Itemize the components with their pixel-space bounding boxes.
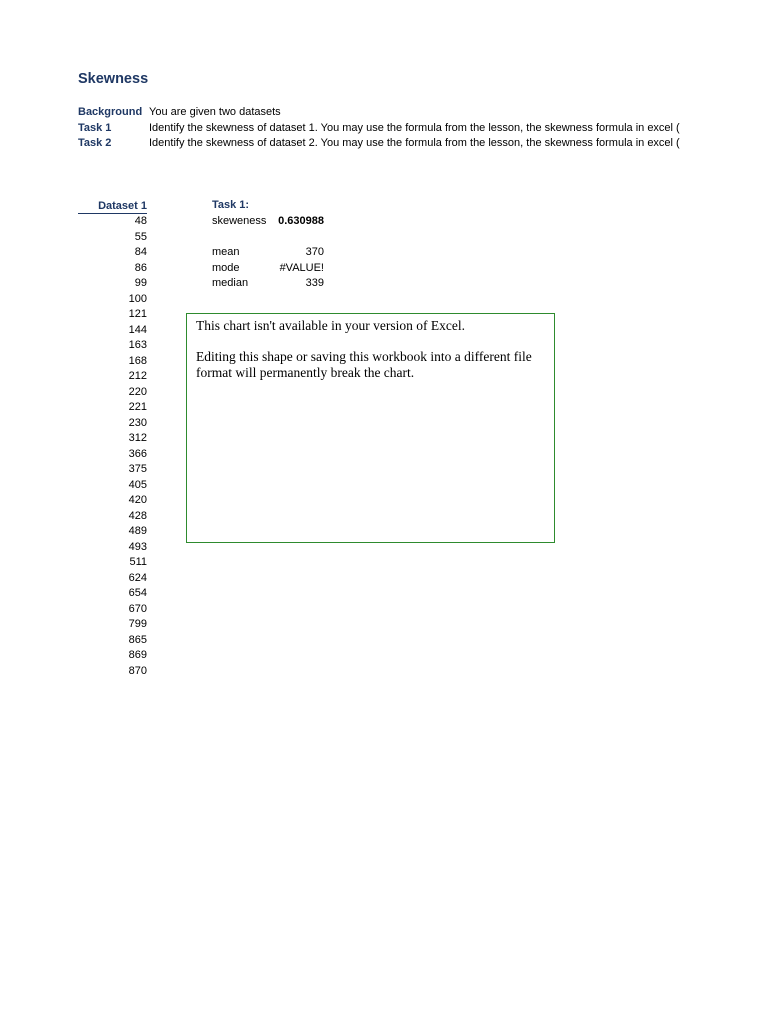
dataset1-cell[interactable]: 121 [128, 308, 147, 320]
mean-value[interactable]: 370 [305, 246, 324, 258]
dataset1-cell[interactable]: 489 [128, 525, 147, 537]
median-value[interactable]: 339 [305, 277, 324, 289]
dataset1-cell[interactable]: 654 [128, 587, 147, 599]
dataset1-cell[interactable]: 511 [129, 556, 147, 568]
mode-value[interactable]: #VALUE! [279, 262, 324, 274]
background-label: Background [78, 106, 143, 118]
dataset1-cell[interactable]: 163 [128, 339, 147, 351]
dataset1-cell[interactable]: 420 [128, 494, 147, 506]
mode-label: mode [212, 262, 240, 274]
chart-placeholder-line1: This chart isn't available in your version of Excel. [196, 318, 465, 333]
dataset1-cell[interactable]: 870 [128, 664, 147, 677]
dataset1-cell[interactable]: 869 [128, 649, 147, 661]
task2-label: Task 2 [78, 137, 112, 149]
dataset1-cell[interactable]: 366 [128, 447, 147, 460]
background-text: You are given two datasets [149, 106, 281, 118]
dataset1-cell[interactable]: 375 [128, 463, 147, 475]
dataset1-cell[interactable]: 865 [128, 633, 147, 646]
dataset1-cell[interactable]: 100 [128, 292, 147, 305]
dataset1-cell[interactable]: 405 [128, 478, 147, 491]
sheet-title: Skewness [78, 71, 149, 87]
chart-placeholder-shape[interactable] [186, 313, 555, 543]
dataset1-cell[interactable]: 168 [128, 354, 147, 367]
chart-placeholder-line2: Editing this shape or saving this workbook into a different file format will permanently break the chart. [196, 349, 532, 380]
task1-label: Task 1 [78, 122, 112, 134]
dataset1-cell[interactable]: 624 [128, 571, 147, 584]
dataset1-cell[interactable]: 230 [128, 416, 147, 429]
skewness-value[interactable]: 0.630988 [278, 215, 324, 227]
mean-label: mean [212, 246, 240, 258]
task1-section-title: Task 1: [212, 199, 250, 211]
task1-text: Identify the skewness of dataset 1. You may use the formula from the lesson, the skewness formula in excel ( [149, 122, 680, 134]
dataset1-cell[interactable]: 55 [134, 230, 147, 243]
skewness-label: skeweness [212, 215, 267, 227]
dataset1-cell[interactable]: 312 [128, 432, 147, 444]
dataset1-column [78, 214, 147, 679]
dataset1-cell[interactable]: 212 [128, 370, 147, 382]
dataset1-cell[interactable]: 48 [134, 215, 147, 227]
dataset1-cell[interactable]: 428 [128, 509, 147, 522]
dataset1-cell[interactable]: 99 [134, 277, 147, 289]
dataset1-cell[interactable]: 799 [128, 618, 147, 630]
dataset1-header: Dataset 1 [78, 199, 147, 214]
dataset1-cell[interactable]: 493 [128, 540, 147, 553]
dataset1-cell[interactable]: 86 [134, 261, 147, 274]
dataset1-cell[interactable]: 670 [128, 602, 147, 615]
median-label: median [212, 277, 249, 289]
dataset1-cell[interactable]: 221 [128, 401, 147, 413]
dataset1-cell[interactable]: 220 [128, 385, 147, 398]
dataset1-cell[interactable]: 144 [128, 323, 147, 336]
task2-text: Identify the skewness of dataset 2. You may use the formula from the lesson, the skewness formula in excel ( [149, 137, 680, 149]
dataset1-cell[interactable]: 84 [134, 246, 147, 258]
